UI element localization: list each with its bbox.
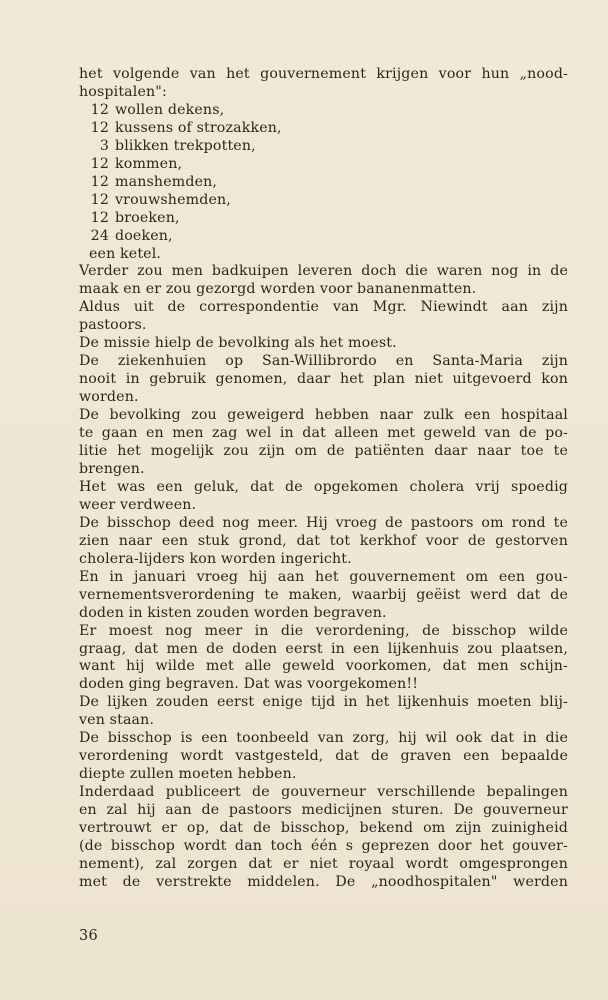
text-line: Er moest nog meer in die verordening, de bisschop wilde [79, 622, 568, 639]
list-item [79, 156, 568, 174]
list-item [79, 192, 568, 210]
text-line: De bisschop is een toonbeeld van zorg, hij wil ook dat in die [79, 730, 568, 747]
supply-list [79, 102, 568, 264]
text-line: Verder zou men badkuipen leveren doch die waren nog in de [79, 263, 568, 280]
text-line: diepte zullen moeten hebben. [79, 766, 297, 783]
list-item [79, 102, 568, 120]
text-line: maak en er zou gezorgd worden voor bananenmatten. [79, 281, 477, 298]
text-line: nooit in gebruik genomen, daar het plan niet uitgevoerd kon [79, 371, 568, 388]
text-line: De ziekenhuien op San-Willibrordo en Santa-Maria zijn [79, 353, 568, 370]
text-line: te gaan en men zag wel in dat alleen met geweld van de po- [79, 425, 568, 442]
list-item [79, 120, 568, 138]
text-line: De missie hielp de bevolking als het moest. [79, 335, 397, 352]
item-quantity: 12 [90, 155, 109, 172]
item-text: een ketel. [89, 245, 162, 262]
text-line: het volgende van het gouvernement krijgen voor hun „nood- [79, 66, 568, 82]
text-line: (de bisschop wordt dan toch één s geprezen door het gouver- [79, 837, 568, 854]
text-line: Inderdaad publiceert de gouverneur verschillende bepalingen [79, 784, 568, 801]
text-line: brengen. [79, 460, 145, 477]
list-item [79, 246, 568, 264]
text-line: met de verstrekte middelen. De „noodhospitalen" werden [79, 873, 568, 890]
item-text: kussens of strozakken, [115, 119, 282, 136]
text-line: zien naar een stuk grond, dat tot kerkhof voor de gestorven [79, 532, 568, 549]
body-text [79, 66, 568, 892]
text-line: vertrouwt er op, dat de bisschop, bekend om zijn zuinigheid [79, 820, 568, 837]
text-line: pastoors. [79, 317, 147, 334]
item-quantity: 12 [90, 101, 109, 118]
list-item [79, 174, 568, 192]
item-quantity: 24 [90, 227, 109, 244]
text-line: nement), zal zorgen dat er niet royaal wordt omgesprongen [79, 855, 568, 872]
text-line: De lijken zouden eerst enige tijd in het lijkenhuis moeten blij- [79, 694, 568, 711]
text-line: want hij wilde met alle geweld voorkomen, dat men schijn- [79, 658, 568, 675]
list-item [79, 228, 568, 246]
text-line: vernementsverordening te maken, waarbij geëist werd dat de [79, 586, 568, 603]
text-line: doden in kisten zouden worden begraven. [79, 604, 387, 621]
text-line: graag, dat men de doden eerst in een lijkenhuis zou plaatsen, [79, 640, 568, 657]
item-quantity: 12 [90, 191, 109, 208]
item-text: manshemden, [115, 173, 218, 190]
text-line: Het was een geluk, dat de opgekomen cholera vrij spoedig [79, 478, 568, 495]
text-line: En in januari vroeg hij aan het gouvernement om een gou- [79, 568, 568, 585]
text-line: ven staan. [79, 712, 155, 729]
item-text: vrouwshemden, [115, 191, 231, 208]
item-quantity: 12 [90, 173, 109, 190]
text-line: cholera-lijders kon worden ingericht. [79, 550, 352, 567]
text-line: en zal hij aan de pastoors medicijnen sturen. De gouverneur [79, 802, 568, 819]
text-line: De bisschop deed nog meer. Hij vroeg de pastoors om rond te [79, 514, 568, 531]
item-text: blikken trekpotten, [115, 137, 256, 154]
item-quantity: 12 [90, 209, 109, 226]
list-item [79, 210, 568, 228]
text-line: De bevolking zou geweigerd hebben naar zulk een hospitaal [79, 407, 568, 424]
text-line: verordening wordt vastgesteld, dat de graven een bepaalde [79, 748, 568, 765]
paragraph-lines [79, 263, 568, 891]
item-text: broeken, [115, 209, 180, 226]
item-quantity: 12 [90, 119, 109, 136]
text-line: doden ging begraven. Dat was voorgekomen!! [79, 676, 419, 693]
item-quantity: 3 [99, 137, 109, 154]
text-line: hospitalen": [79, 83, 167, 100]
text-line: worden. [79, 389, 139, 406]
text-line: Aldus uit de correspondentie van Mgr. Niewindt aan zijn [79, 299, 568, 316]
item-text: doeken, [115, 227, 173, 244]
list-item [79, 138, 568, 156]
item-text: kommen, [115, 155, 183, 172]
item-text: wollen dekens, [115, 101, 225, 118]
page-number: 36 [79, 928, 99, 944]
text-line: litie het mogelijk zou zijn om de patiënten daar naar toe te [79, 443, 568, 460]
text-line: weer verdween. [79, 496, 197, 513]
